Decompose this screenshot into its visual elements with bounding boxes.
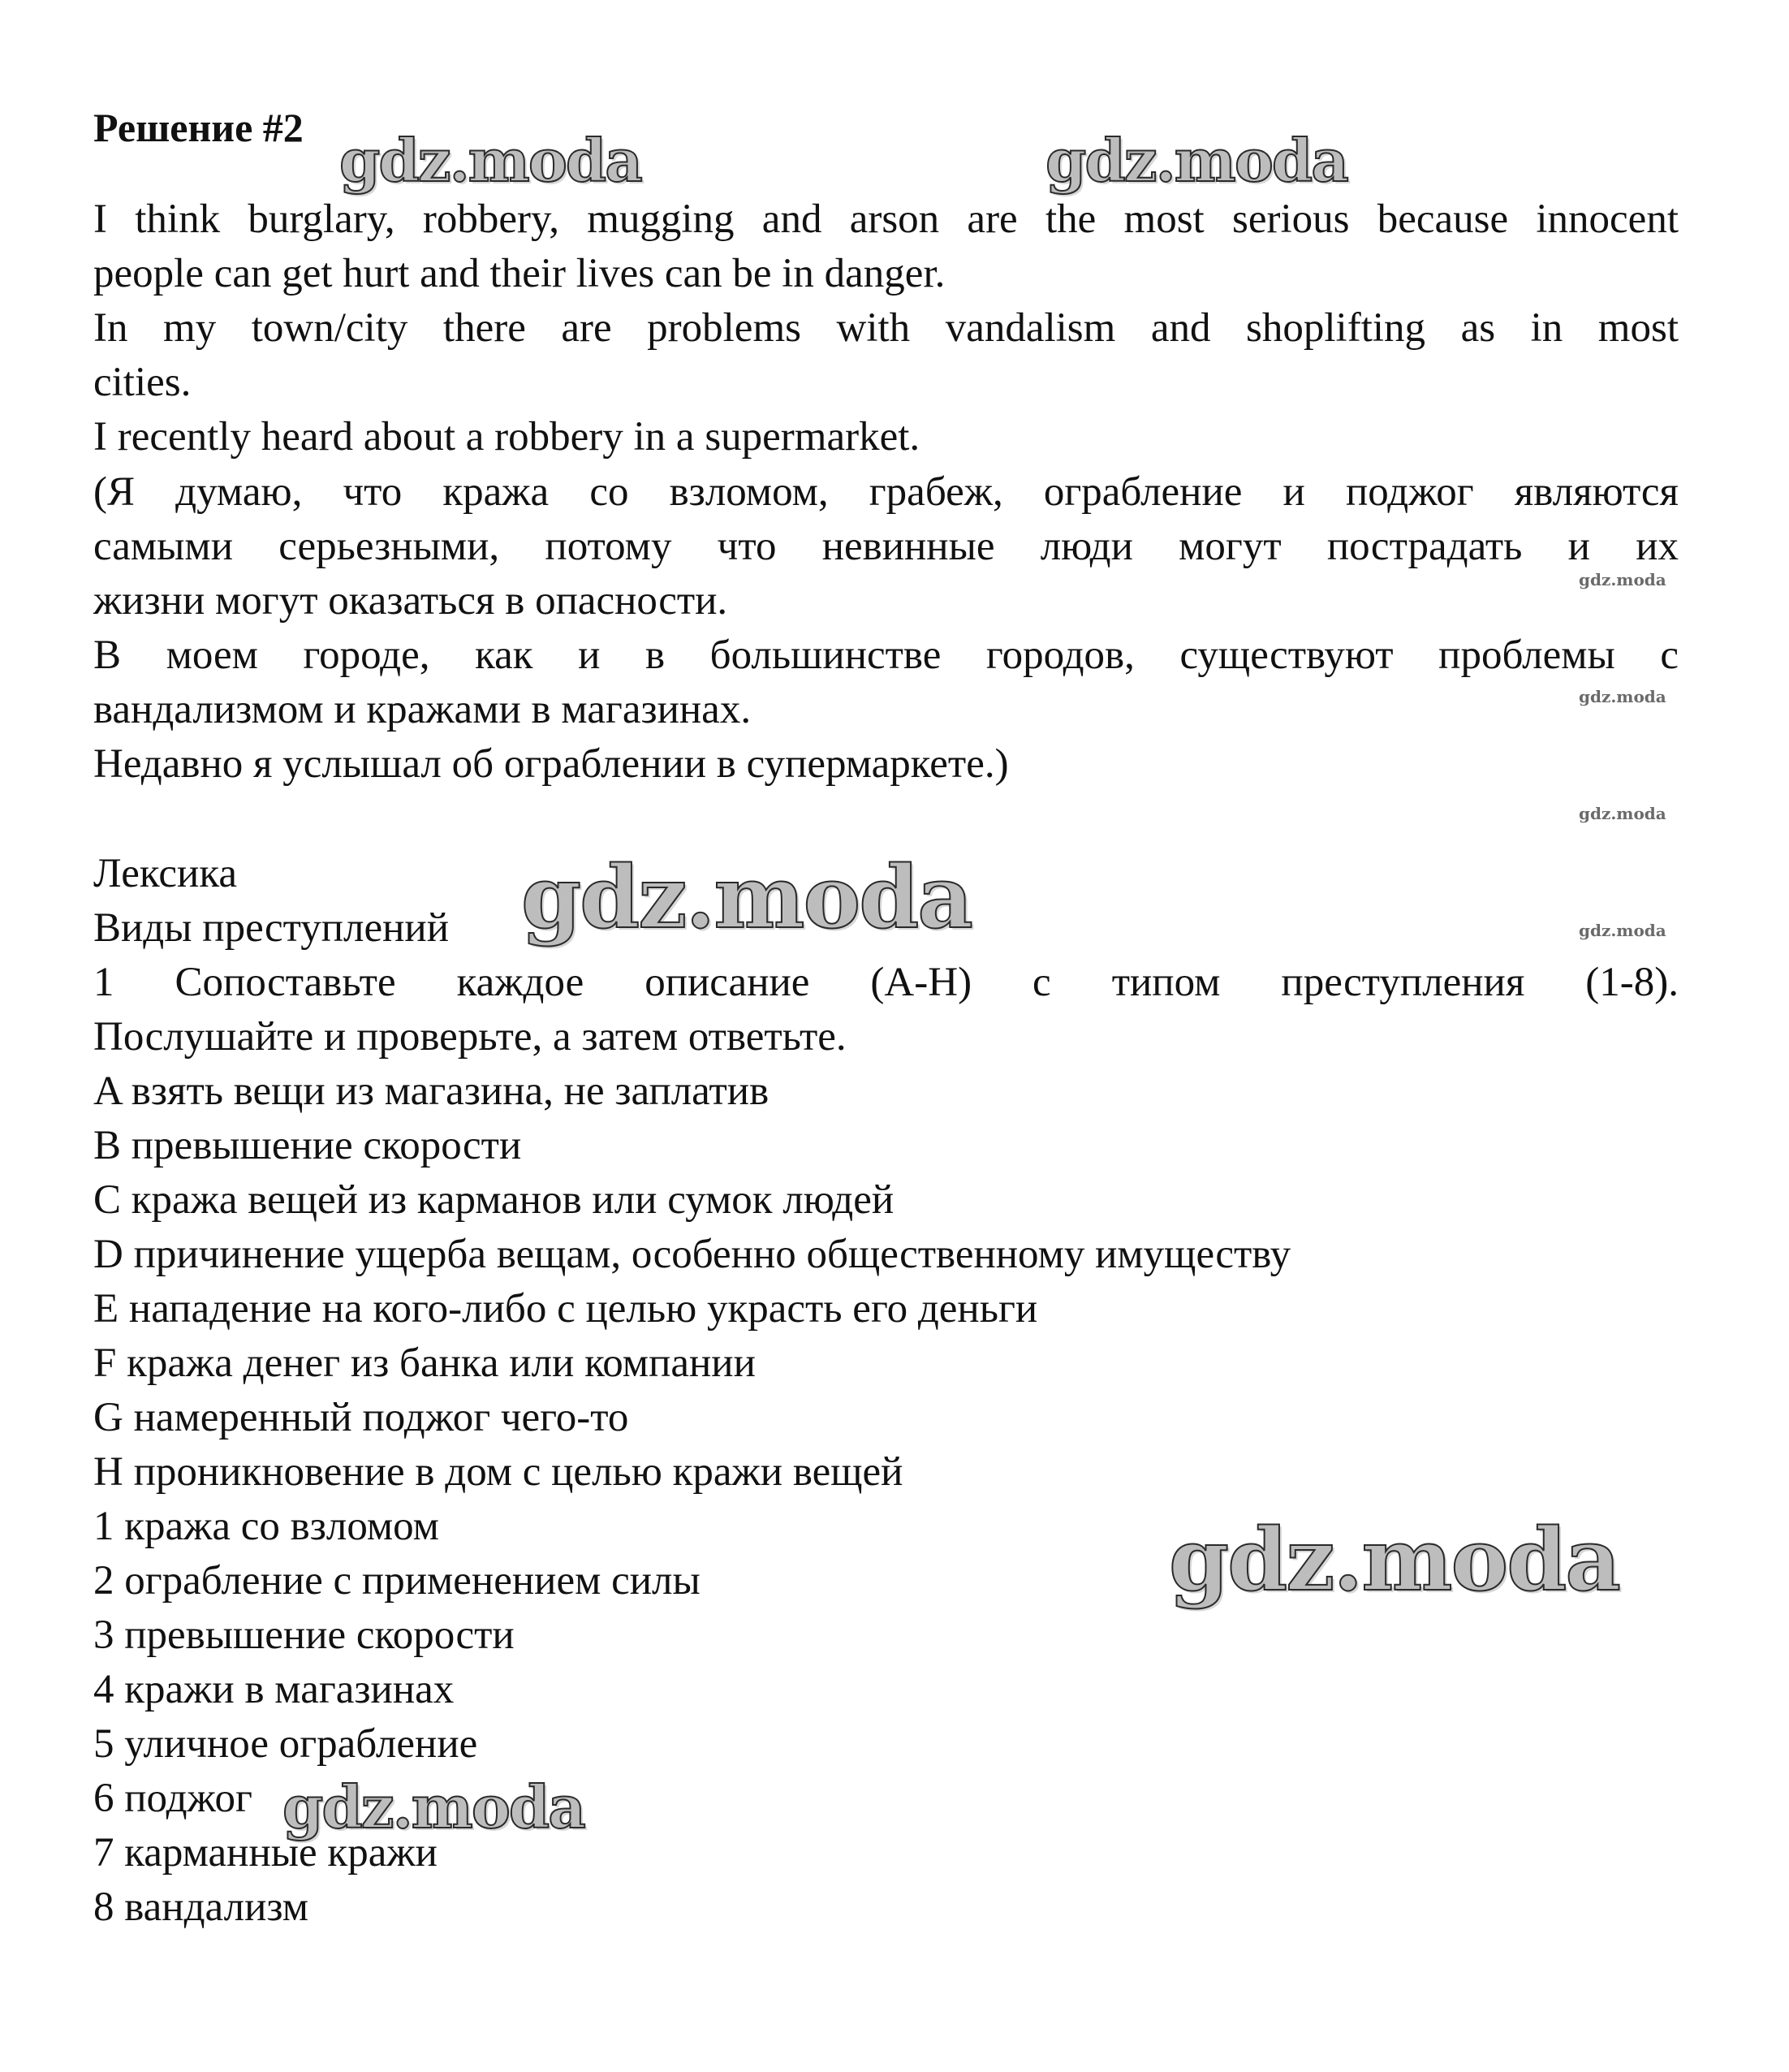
description-item: G намеренный поджог чего-то bbox=[93, 1395, 629, 1440]
crime-item: 3 превышение скорости bbox=[93, 1612, 515, 1658]
solution-title: Решение #2 bbox=[93, 105, 304, 150]
description-item: H проникновение в дом с целью кражи вещей bbox=[93, 1449, 903, 1495]
vocab-subheading: Виды преступлений bbox=[93, 905, 449, 951]
watermark-small: gdz.moda bbox=[1579, 570, 1666, 589]
crime-item: 2 ограбление с применением силы bbox=[93, 1558, 701, 1604]
task-instruction-line-1: 1 Сопоставьте каждое описание (A-H) с типом преступления (1-8). bbox=[93, 960, 1679, 1005]
description-item: F кража денег из банка или компании bbox=[93, 1340, 756, 1386]
crime-item: 1 кража со взломом bbox=[93, 1504, 439, 1549]
english-paragraph-1-line-2: people can get hurt and their lives can be in danger. bbox=[93, 251, 946, 296]
russian-paragraph-1-line-1: (Я думаю, что кража со взломом, грабеж, ограбление и поджог являются bbox=[93, 469, 1679, 515]
watermark-logo: gdz.moda bbox=[339, 126, 641, 195]
russian-paragraph-3-line-1: Недавно я услышал об ограблении в супермаркете.) bbox=[93, 741, 1009, 787]
description-item: A взять вещи из магазина, не заплатив bbox=[93, 1068, 769, 1114]
russian-paragraph-1-line-2: самыми серьезными, потому что невинные люди могут пострадать и их bbox=[93, 524, 1679, 569]
watermark-small: gdz.moda bbox=[1579, 921, 1666, 940]
watermark-logo: gdz.moda bbox=[521, 846, 972, 948]
crime-item: 4 кражи в магазинах bbox=[93, 1667, 455, 1712]
description-item: E нападение на кого-либо с целью украсть его деньги bbox=[93, 1286, 1038, 1332]
english-paragraph-2-line-2: cities. bbox=[93, 360, 192, 405]
description-item: C кража вещей из карманов или сумок людей bbox=[93, 1177, 894, 1223]
task-instruction-line-2: Послушайте и проверьте, а затем ответьте. bbox=[93, 1014, 847, 1060]
crime-item: 5 уличное ограбление bbox=[93, 1721, 478, 1767]
watermark-logo: gdz.moda bbox=[1169, 1509, 1619, 1610]
crime-item: 7 карманные кражи bbox=[93, 1830, 438, 1876]
vocab-heading: Лексика bbox=[93, 851, 237, 896]
watermark-small: gdz.moda bbox=[1579, 687, 1666, 706]
english-paragraph-1-line-1: I think burglary, robbery, mugging and arson are the most serious because innocent bbox=[93, 196, 1679, 242]
watermark-logo: gdz.moda bbox=[282, 1772, 584, 1841]
russian-paragraph-2-line-2: вандализмом и кражами в магазинах. bbox=[93, 687, 752, 732]
crime-item: 6 поджог bbox=[93, 1776, 252, 1821]
english-paragraph-3-line-1: I recently heard about a robbery in a supermarket. bbox=[93, 414, 920, 460]
russian-paragraph-1-line-3: жизни могут оказаться в опасности. bbox=[93, 578, 728, 624]
watermark-logo: gdz.moda bbox=[1045, 126, 1347, 195]
crime-item: 8 вандализм bbox=[93, 1884, 309, 1930]
description-item: D причинение ущерба вещам, особенно общественному имуществу bbox=[93, 1232, 1291, 1277]
russian-paragraph-2-line-1: В моем городе, как и в большинстве городов, существуют проблемы с bbox=[93, 632, 1679, 678]
english-paragraph-2-line-1: In my town/city there are problems with vandalism and shoplifting as in most bbox=[93, 305, 1679, 351]
watermark-small: gdz.moda bbox=[1579, 804, 1666, 823]
description-item: B превышение скорости bbox=[93, 1123, 522, 1168]
